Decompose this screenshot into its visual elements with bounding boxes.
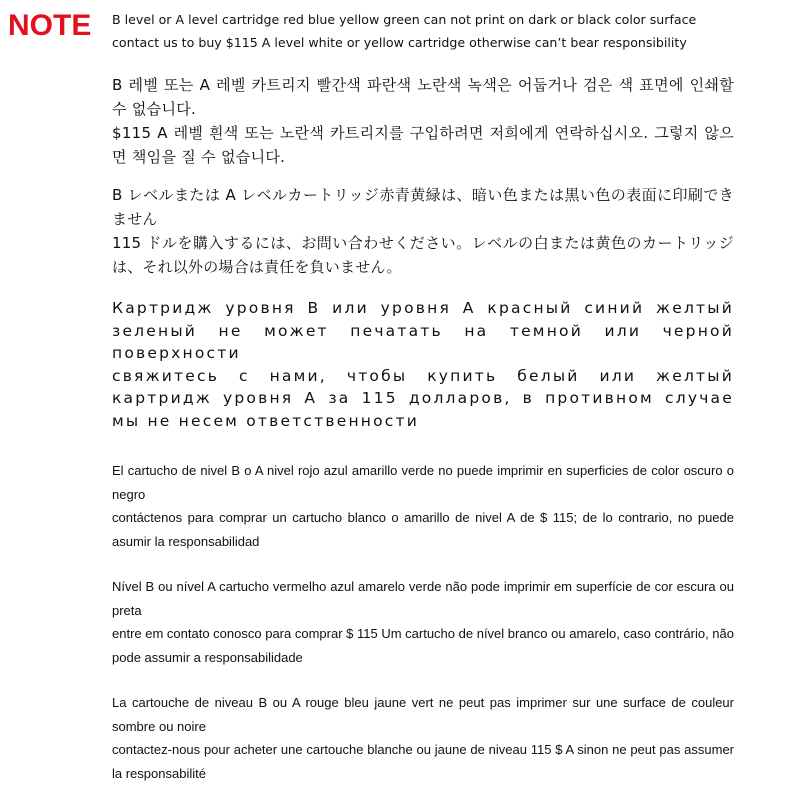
english-note-line1: B level or A level cartridge red blue yellow green can not print on dark or black color surface [112,12,697,27]
spanish-note [112,432,734,553]
note-heading: NOTE [8,9,92,42]
portuguese-note-line2: entre em contato conosco para comprar $ 115 Um cartucho de nível branco ou amarelo, caso contrário, não pode assumir a responsabilidade [112,626,734,665]
spanish-note-line2: contáctenos para comprar un cartucho blanco o amarillo de nivel A de $ 115; de lo contrario, no puede asumir la responsabilidad [112,510,734,549]
japanese-note-line1: B レベルまたは A レベルカートリッジ赤青黄緑は、暗い色または黒い色の表面に印刷できません [112,186,734,228]
portuguese-note [112,553,734,669]
russian-note [112,279,734,432]
portuguese-note-line1: Nível B ou nível A cartucho vermelho azul amarelo verde não pode imprimir em superfície de cor escura ou preta [112,579,734,618]
notice-content [112,0,734,785]
russian-note-line1: Картридж уровня B или уровня A красный синий желтый зеленый не может печатать на темной или черной поверхности [112,299,734,362]
japanese-note-line2: 115 ドルを購入するには、お問い合わせください。レベルの白または黄色のカートリッジは、それ以外の場合は責任を負いません。 [112,234,734,276]
english-note [112,0,734,54]
spanish-note-line1: El cartucho de nivel B o A nivel rojo azul amarillo verde no puede imprimir en superficies de color oscuro o negro [112,463,734,502]
french-note-line2: contactez-nous pour acheter une cartouche blanche ou jaune de niveau 115 $ A sinon ne peut pas assumer la responsabilité [112,742,734,781]
english-note-line2: contact us to buy $115 A level white or yellow cartridge otherwise can’t bear responsibility [112,35,687,50]
french-note-line1: La cartouche de niveau B ou A rouge bleu jaune vert ne peut pas imprimer sur une surface de couleur sombre ou noire [112,695,734,734]
korean-note [112,54,734,169]
korean-note-line2: $115 A 레벨 흰색 또는 노란색 카트리지를 구입하려면 저희에게 연락하십시오. 그렇지 않으면 책임을 질 수 없습니다. [112,124,734,166]
russian-note-line2: свяжитесь с нами, чтобы купить белый или желтый картридж уровня A за 115 долларов, в противном случае мы не несем ответственности [112,366,734,430]
french-note [112,669,734,785]
korean-note-line1: B 레벨 또는 A 레벨 카트리지 빨간색 파란색 노란색 녹색은 어둡거나 검은 색 표면에 인쇄할 수 없습니다. [112,76,734,118]
japanese-note [112,169,734,279]
